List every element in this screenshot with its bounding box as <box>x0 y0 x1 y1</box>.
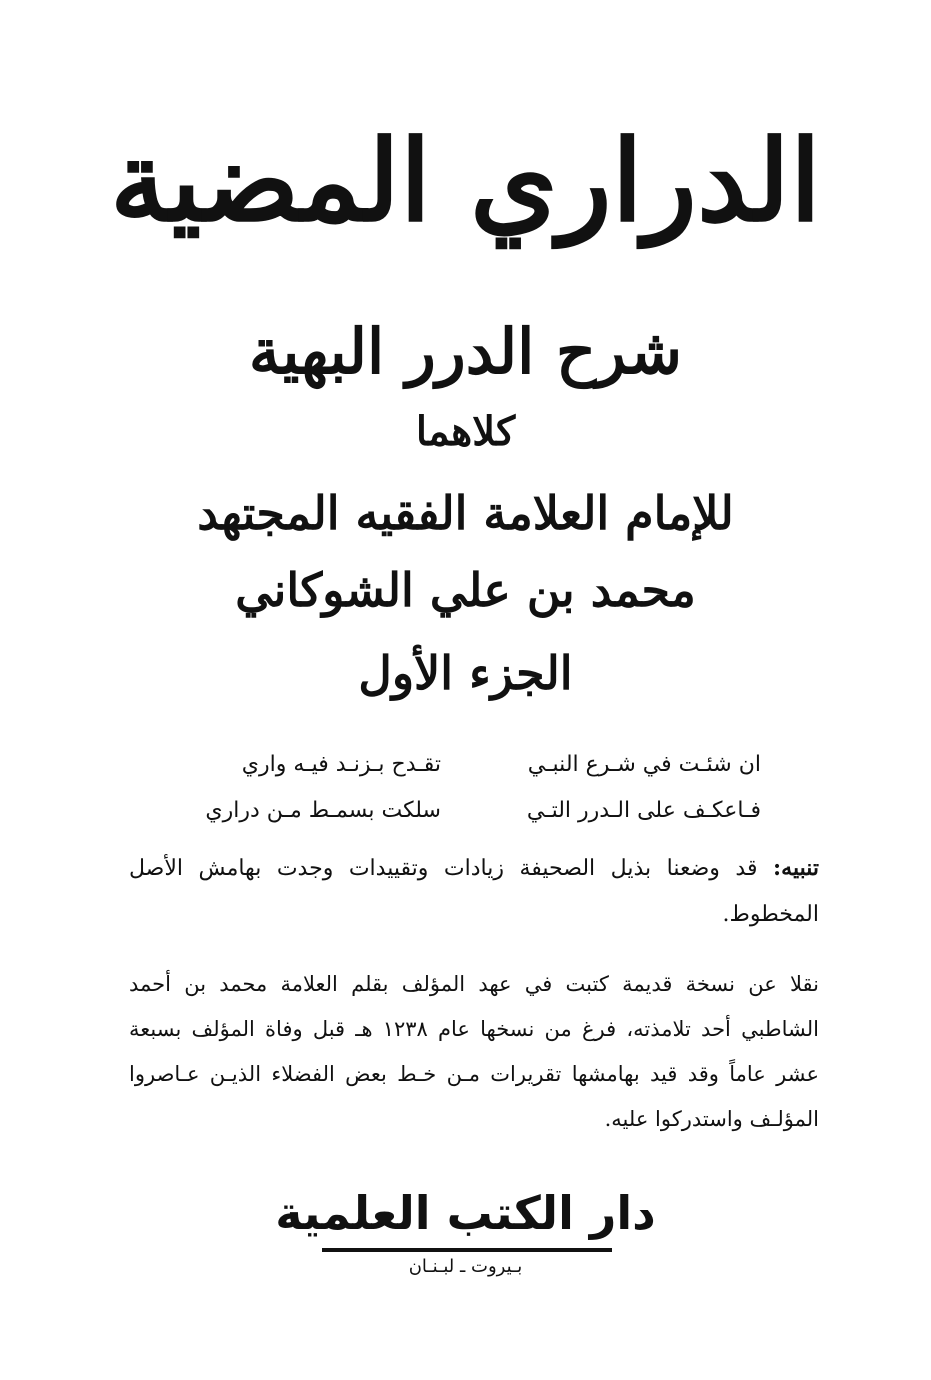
notice-label: تنبيه: <box>773 855 819 881</box>
verse-line2-first-hemistich: فـاعكـف على الـدرر التـي <box>526 798 761 823</box>
publisher-name: دار الكتب العلمية <box>275 1186 656 1240</box>
author-honorific: للإمام العلامة الفقيه المجتهد <box>197 486 734 540</box>
book-subtitle: شرح الدرر البهية <box>248 315 683 388</box>
verse-line1-first-hemistich: ان شئـت في شـرع النبـي <box>527 752 761 777</box>
publisher-city: بـيروت ـ لبـنـان <box>408 1256 523 1277</box>
author-name: محمد بن علي الشوكاني <box>235 563 696 617</box>
book-title: الدراري المضية <box>110 116 821 247</box>
verse-line1-second-hemistich: تقـدح بـزنـد فيـه واري <box>241 752 441 777</box>
manuscript-source-paragraph: نقلا عن نسخة قديمة كتبت في عهد المؤلف بقلم العلامة محمد بن أحمد الشاطبي أحد تلامذته، فرغ من نسخها عام ١٢٣٨ هـ قبل وفاة المؤلف بسبعة عشر عاماً وقد قيد بهامشها تقريرات مـن خـط بعض الفضلاء الذيـن عـاصروا المؤلـف واستدركوا عليه. <box>129 972 819 1131</box>
notice-paragraph <box>129 845 819 938</box>
publisher-underline <box>322 1248 612 1252</box>
notice-text: قد وضعنا بذيل الصحيفة زيادات وتقييدات وجدت بهامش الأصل المخطوط. <box>129 856 819 927</box>
verse-line2-second-hemistich: سلكت بسمـط مـن دراري <box>205 798 441 823</box>
both-label: كلاهما <box>415 408 516 455</box>
volume-label: الجزء الأول <box>358 646 573 700</box>
